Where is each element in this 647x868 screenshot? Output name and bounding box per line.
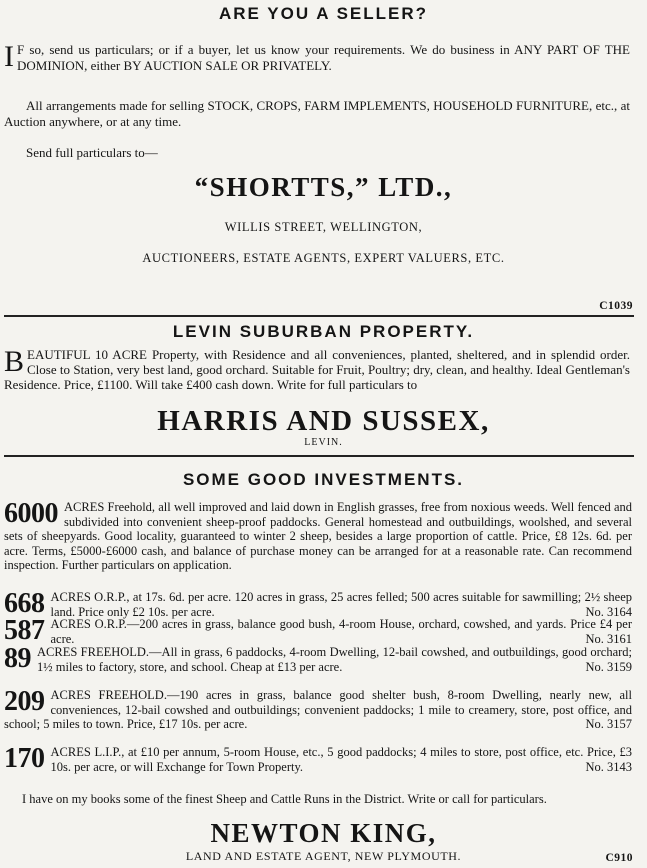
listing-text: ACRES L.I.P., at £10 per annum, 5-room House, etc., 5 good paddocks; 4 miles to store, post office, etc. Price, £3 10s. per acre, or will Exchange for Town Property.	[50, 745, 632, 774]
listing-acres: 6000	[4, 498, 58, 529]
listing-acres: 170	[4, 743, 45, 774]
shortts-arrangements: All arrangements made for selling STOCK, CROPS, FARM IMPLEMENTS, HOUSEHOLD FURNITURE, etc., at Auction anywhere, or at any time.	[4, 98, 630, 129]
investments-agent-line: LAND AND ESTATE AGENT, NEW PLYMOUTH.	[185, 849, 462, 863]
listing-text: ACRES FREEHOLD.—All in grass, 6 paddocks, 4-room Dwelling, 12-bail cowshed, and outbuildings, good orchard; 1½ miles to factory, store, and school. Cheap at £13 per acre.	[37, 645, 632, 674]
listing	[4, 500, 632, 573]
listing-number: No. 3164	[585, 604, 632, 619]
investments-closing: I have on my books some of the finest Sheep and Cattle Runs in the District. Write or call for particulars.	[22, 792, 547, 806]
shortts-address: WILLIS STREET, WELLINGTON,	[224, 220, 423, 234]
listing	[4, 617, 632, 646]
shortts-intro	[4, 42, 630, 73]
levin-firm-name: HARRIS AND SUSSEX,	[157, 405, 490, 437]
listing-acres: 668	[4, 588, 45, 619]
shortts-intro-text: F so, send us particulars; or if a buyer, let us know your requirements. We do business in ANY PART OF THE DOMINION, either BY AUCTION SALE OR PRIVATELY.	[17, 42, 630, 73]
shortts-firm-name: “SHORTTS,” LTD.,	[194, 172, 453, 202]
levin-body-dropcap: B	[4, 345, 25, 378]
listing-text: ACRES O.R.P., at 17s. 6d. per acre. 120 acres in grass, 25 acres felled; 500 acres suitable for sawmilling; 2½ sheep land. Price only £2 10s. per acre.	[50, 590, 632, 619]
levin-body-text: EAUTIFUL 10 ACRE Property, with Residence and all conveniences, planted, sheltered, and in splendid order. Close to Station, very best land, good orchard. Suitable for Fruit, Poultry; dry, clean, and healthy. Ideal Gentleman's Residence. Price, £1100. Will take £400 cash down. Write for full particulars to	[4, 347, 630, 392]
listing	[4, 590, 632, 619]
listing-text: ACRES O.R.P.—200 acres in grass, balance good bush, 4-room House, orchard, cowshed, and yards. Price £4 per acre.	[50, 617, 632, 646]
listing-text: ACRES Freehold, all well improved and laid down in English grasses, free from noxious weeds. Well fenced and subdivided into convenient sheep-proof paddocks. General homestead and outbuildings, woolshed, and several sets of sheepyards. Good locality, guaranteed to winter 2 sheep, besides a large proportion of cattle. Price, £8 12s. 6d. per acre. Terms, £5000-£6000 cash, and balance of purchase money can be arranged for at a reasonable rate. Can recommend inspection. Further particulars on application.	[4, 500, 632, 572]
listing	[4, 645, 632, 674]
levin-heading: LEVIN SUBURBAN PROPERTY.	[172, 322, 475, 341]
listing-acres: 587	[4, 615, 45, 646]
listing-number: No. 3161	[585, 631, 632, 646]
shortts-intro-dropcap: I	[4, 40, 14, 73]
divider	[4, 315, 634, 317]
shortts-heading: ARE YOU A SELLER?	[218, 4, 429, 23]
investments-ref-code: C910	[605, 852, 633, 864]
divider	[4, 455, 634, 457]
shortts-send-line: Send full particulars to—	[26, 145, 158, 160]
listing-acres: 209	[4, 686, 45, 717]
levin-town: LEVIN.	[304, 437, 343, 448]
investments-firm-name: NEWTON KING,	[210, 818, 437, 848]
shortts-ref-code: C1039	[599, 300, 633, 312]
listing-text: ACRES FREEHOLD.—190 acres in grass, balance good shelter bush, 8-room Dwelling, nearly new, all conveniences, 12-bail cowshed and outbuildings; convenient paddocks; 1 mile to creamery, store, post office, and school; 5 miles to town. Price, £17 10s. per acre.	[4, 688, 632, 731]
listing-number: No. 3159	[585, 659, 632, 674]
listing-acres: 89	[4, 643, 31, 674]
listing-number: No. 3143	[585, 759, 632, 774]
listing	[4, 688, 632, 732]
listing	[4, 745, 632, 774]
investments-heading: SOME GOOD INVESTMENTS.	[182, 470, 465, 489]
listing-number: No. 3157	[585, 717, 632, 731]
levin-body	[4, 347, 630, 392]
shortts-services: AUCTIONEERS, ESTATE AGENTS, EXPERT VALUERS, ETC.	[142, 251, 505, 265]
